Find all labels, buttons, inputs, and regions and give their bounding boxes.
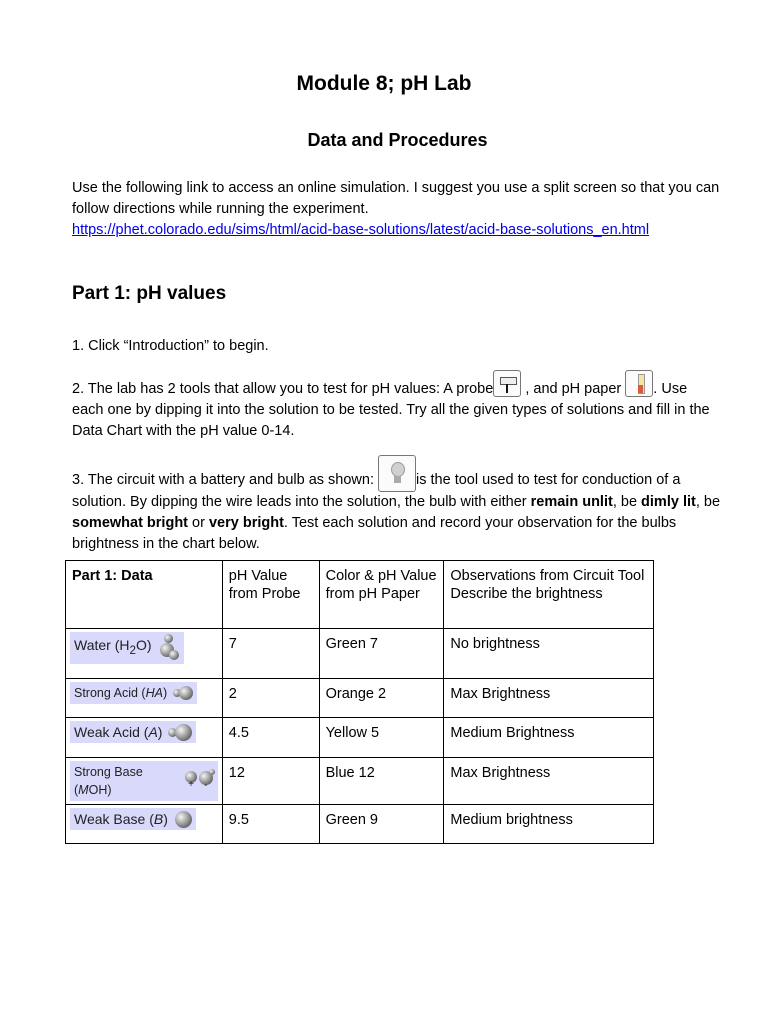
table-row bbox=[66, 679, 654, 718]
solution-label-strong-acid: Strong Acid (HA) bbox=[70, 682, 197, 704]
step-2-text-a: 2. The lab has 2 tools that allow you to test for pH values: A probe bbox=[72, 381, 494, 397]
ph-paper-cell: Yellow 5 bbox=[319, 718, 444, 758]
ph-paper-cell: Blue 12 bbox=[319, 758, 444, 805]
very-bright-text: very bright bbox=[208, 515, 284, 531]
observation-cell: Max Brightness bbox=[444, 679, 654, 718]
part1-heading: Part 1: pH values bbox=[72, 283, 227, 304]
solution-cell bbox=[66, 629, 223, 679]
solution-label-strong-base: Strong Base (MOH) + - bbox=[70, 761, 218, 801]
table-row bbox=[66, 805, 654, 844]
weak-acid-molecule-icon bbox=[168, 724, 192, 741]
ph-probe-cell: 2 bbox=[222, 679, 319, 718]
observation-cell: Max Brightness bbox=[444, 758, 654, 805]
table-row bbox=[66, 718, 654, 758]
ph-probe-cell: 4.5 bbox=[222, 718, 319, 758]
page-subtitle: Data and Procedures bbox=[307, 130, 488, 150]
table-row bbox=[66, 758, 654, 805]
observation-cell: Medium brightness bbox=[444, 805, 654, 844]
ph-paper-cell: Green 7 bbox=[319, 629, 444, 679]
header-part1-data: Part 1: Data bbox=[66, 561, 223, 629]
solution-label-weak-acid: Weak Acid (A) bbox=[70, 721, 196, 743]
step-3 bbox=[72, 455, 722, 555]
strong-base-ions-icon: + - bbox=[185, 771, 214, 791]
header-ph-paper: Color & pH Value from pH Paper bbox=[319, 561, 444, 629]
dimly-lit-text: dimly lit bbox=[641, 494, 696, 510]
intro-text: Use the following link to access an online simulation. I suggest you use a split screen so that you can follow directions while running the experiment. bbox=[72, 180, 720, 217]
solution-label-weak-base: Weak Base (B) bbox=[70, 808, 196, 830]
header-ph-probe: pH Value from Probe bbox=[222, 561, 319, 629]
step-3-text-f: . Test each solution and record your observation for the bulbs brightness in the chart below. bbox=[72, 515, 677, 552]
step-2-text-b: , and pH paper bbox=[521, 381, 626, 397]
solution-cell bbox=[66, 679, 223, 718]
table-header-row bbox=[66, 561, 654, 629]
header-observations bbox=[444, 561, 654, 629]
step-3-text-a: 3. The circuit with a battery and bulb as shown: bbox=[72, 472, 379, 488]
solution-label-water: Water $(H_2O)$ bbox=[70, 632, 184, 664]
ph-paper-icon bbox=[625, 370, 653, 397]
intro-paragraph bbox=[72, 178, 722, 241]
solution-cell bbox=[66, 718, 223, 758]
header-observations-subtitle: Describe the brightness bbox=[450, 586, 603, 602]
ph-probe-cell: 12 bbox=[222, 758, 319, 805]
step-3-text-c: , be bbox=[612, 494, 642, 510]
step-2 bbox=[72, 370, 722, 442]
observation-cell: Medium Brightness bbox=[444, 718, 654, 758]
weak-base-molecule-icon bbox=[174, 811, 192, 828]
ph-probe-cell: 9.5 bbox=[222, 805, 319, 844]
table-row bbox=[66, 629, 654, 679]
step-1: 1. Click “Introduction” to begin. bbox=[72, 338, 269, 354]
ph-paper-cell: Orange 2 bbox=[319, 679, 444, 718]
header-observations-title: Observations from Circuit Tool bbox=[450, 568, 645, 584]
page-title: Module 8; pH Lab bbox=[296, 72, 472, 95]
data-table bbox=[65, 560, 654, 844]
somewhat-bright-text: somewhat bright bbox=[72, 515, 189, 531]
remain-unlit-text: remain unlit bbox=[530, 494, 613, 510]
ph-probe-cell: 7 bbox=[222, 629, 319, 679]
step-2-text-c: . Use each one by dipping it into the solution to be tested. Try all the given types of solutions and fill in the Data Chart with the pH value 0-14. bbox=[72, 381, 710, 439]
ph-paper-cell: Green 9 bbox=[319, 805, 444, 844]
strong-acid-molecule-icon bbox=[173, 686, 193, 700]
water-molecule-icon bbox=[158, 634, 180, 662]
solution-cell bbox=[66, 805, 223, 844]
step-3-text-b: is the tool used to test for conduction of a solution. By dipping the wire leads into the solution, the bulb with either bbox=[72, 472, 681, 510]
simulation-link[interactable]: https://phet.colorado.edu/sims/html/acid-base-solutions/latest/acid-base-solutions_en.html bbox=[72, 222, 650, 238]
observation-cell: No brightness bbox=[444, 629, 654, 679]
step-3-text-e: or bbox=[188, 515, 209, 531]
step-3-text-d: , be bbox=[695, 494, 721, 510]
light-bulb-icon bbox=[378, 455, 416, 492]
probe-icon bbox=[493, 370, 521, 397]
solution-cell bbox=[66, 758, 223, 805]
